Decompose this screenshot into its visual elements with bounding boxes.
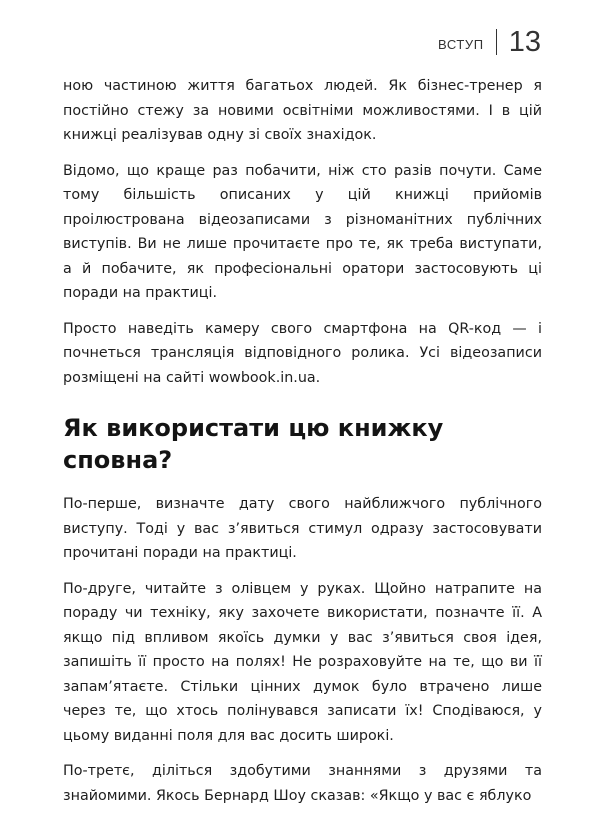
running-header <box>438 28 541 57</box>
section-label: ВСТУП <box>437 37 484 52</box>
paragraph: По-третє, діліться здобутими знаннями з друзями та знайомими. Якось Бернард Шоу сказав: «Якщо у вас є яблуко <box>63 763 542 804</box>
page-body <box>63 74 542 819</box>
paragraph: Просто наведіть камеру свого смартфона на QR-код — і почнеться трансляція відповідного ролика. Усі відеозаписи розміщені на сайті wowbook.in.ua. <box>63 320 542 386</box>
page-number: 13 <box>508 26 541 58</box>
paragraph: По-перше, визначте дату свого найближчого публічного виступу. Тоді у вас з’явиться стимул одразу застосовувати прочитані поради на практиці. <box>63 496 542 561</box>
section-heading: Як використати цю книжку сповна? <box>63 414 444 474</box>
paragraph: Відомо, що краще раз побачити, ніж сто разів почути. Саме тому більшість описаних у цій книжці прийомів проілюстрована відеозаписами з різноманітних публічних виступів. Ви не лише прочитаєте про те, як треба виступати, а й побачите, як професіональні оратори застосовують ці поради на практиці. <box>63 162 542 301</box>
paragraph: По-друге, читайте з олівцем у руках. Щойно натрапите на пораду чи техніку, яку захочете використати, позначте її. А якщо під впливом якоїсь думки у вас з’явиться своя ідея, запишіть її просто на полях! Не розраховуйте на те, що ви її запам’ятаєте. Стільки цінних думок було втрачено лише через те, що хтось полінувався записати їх! Сподіваюся, у цьому виданні поля для вас досить широкі. <box>63 580 542 744</box>
header-divider <box>496 29 497 55</box>
paragraph: ною частиною життя багатьох людей. Як бізнес-тренер я постійно стежу за новими освітніми можливостями. І в цій книжці реалізував одну зі своїх знахідок. <box>63 78 542 143</box>
